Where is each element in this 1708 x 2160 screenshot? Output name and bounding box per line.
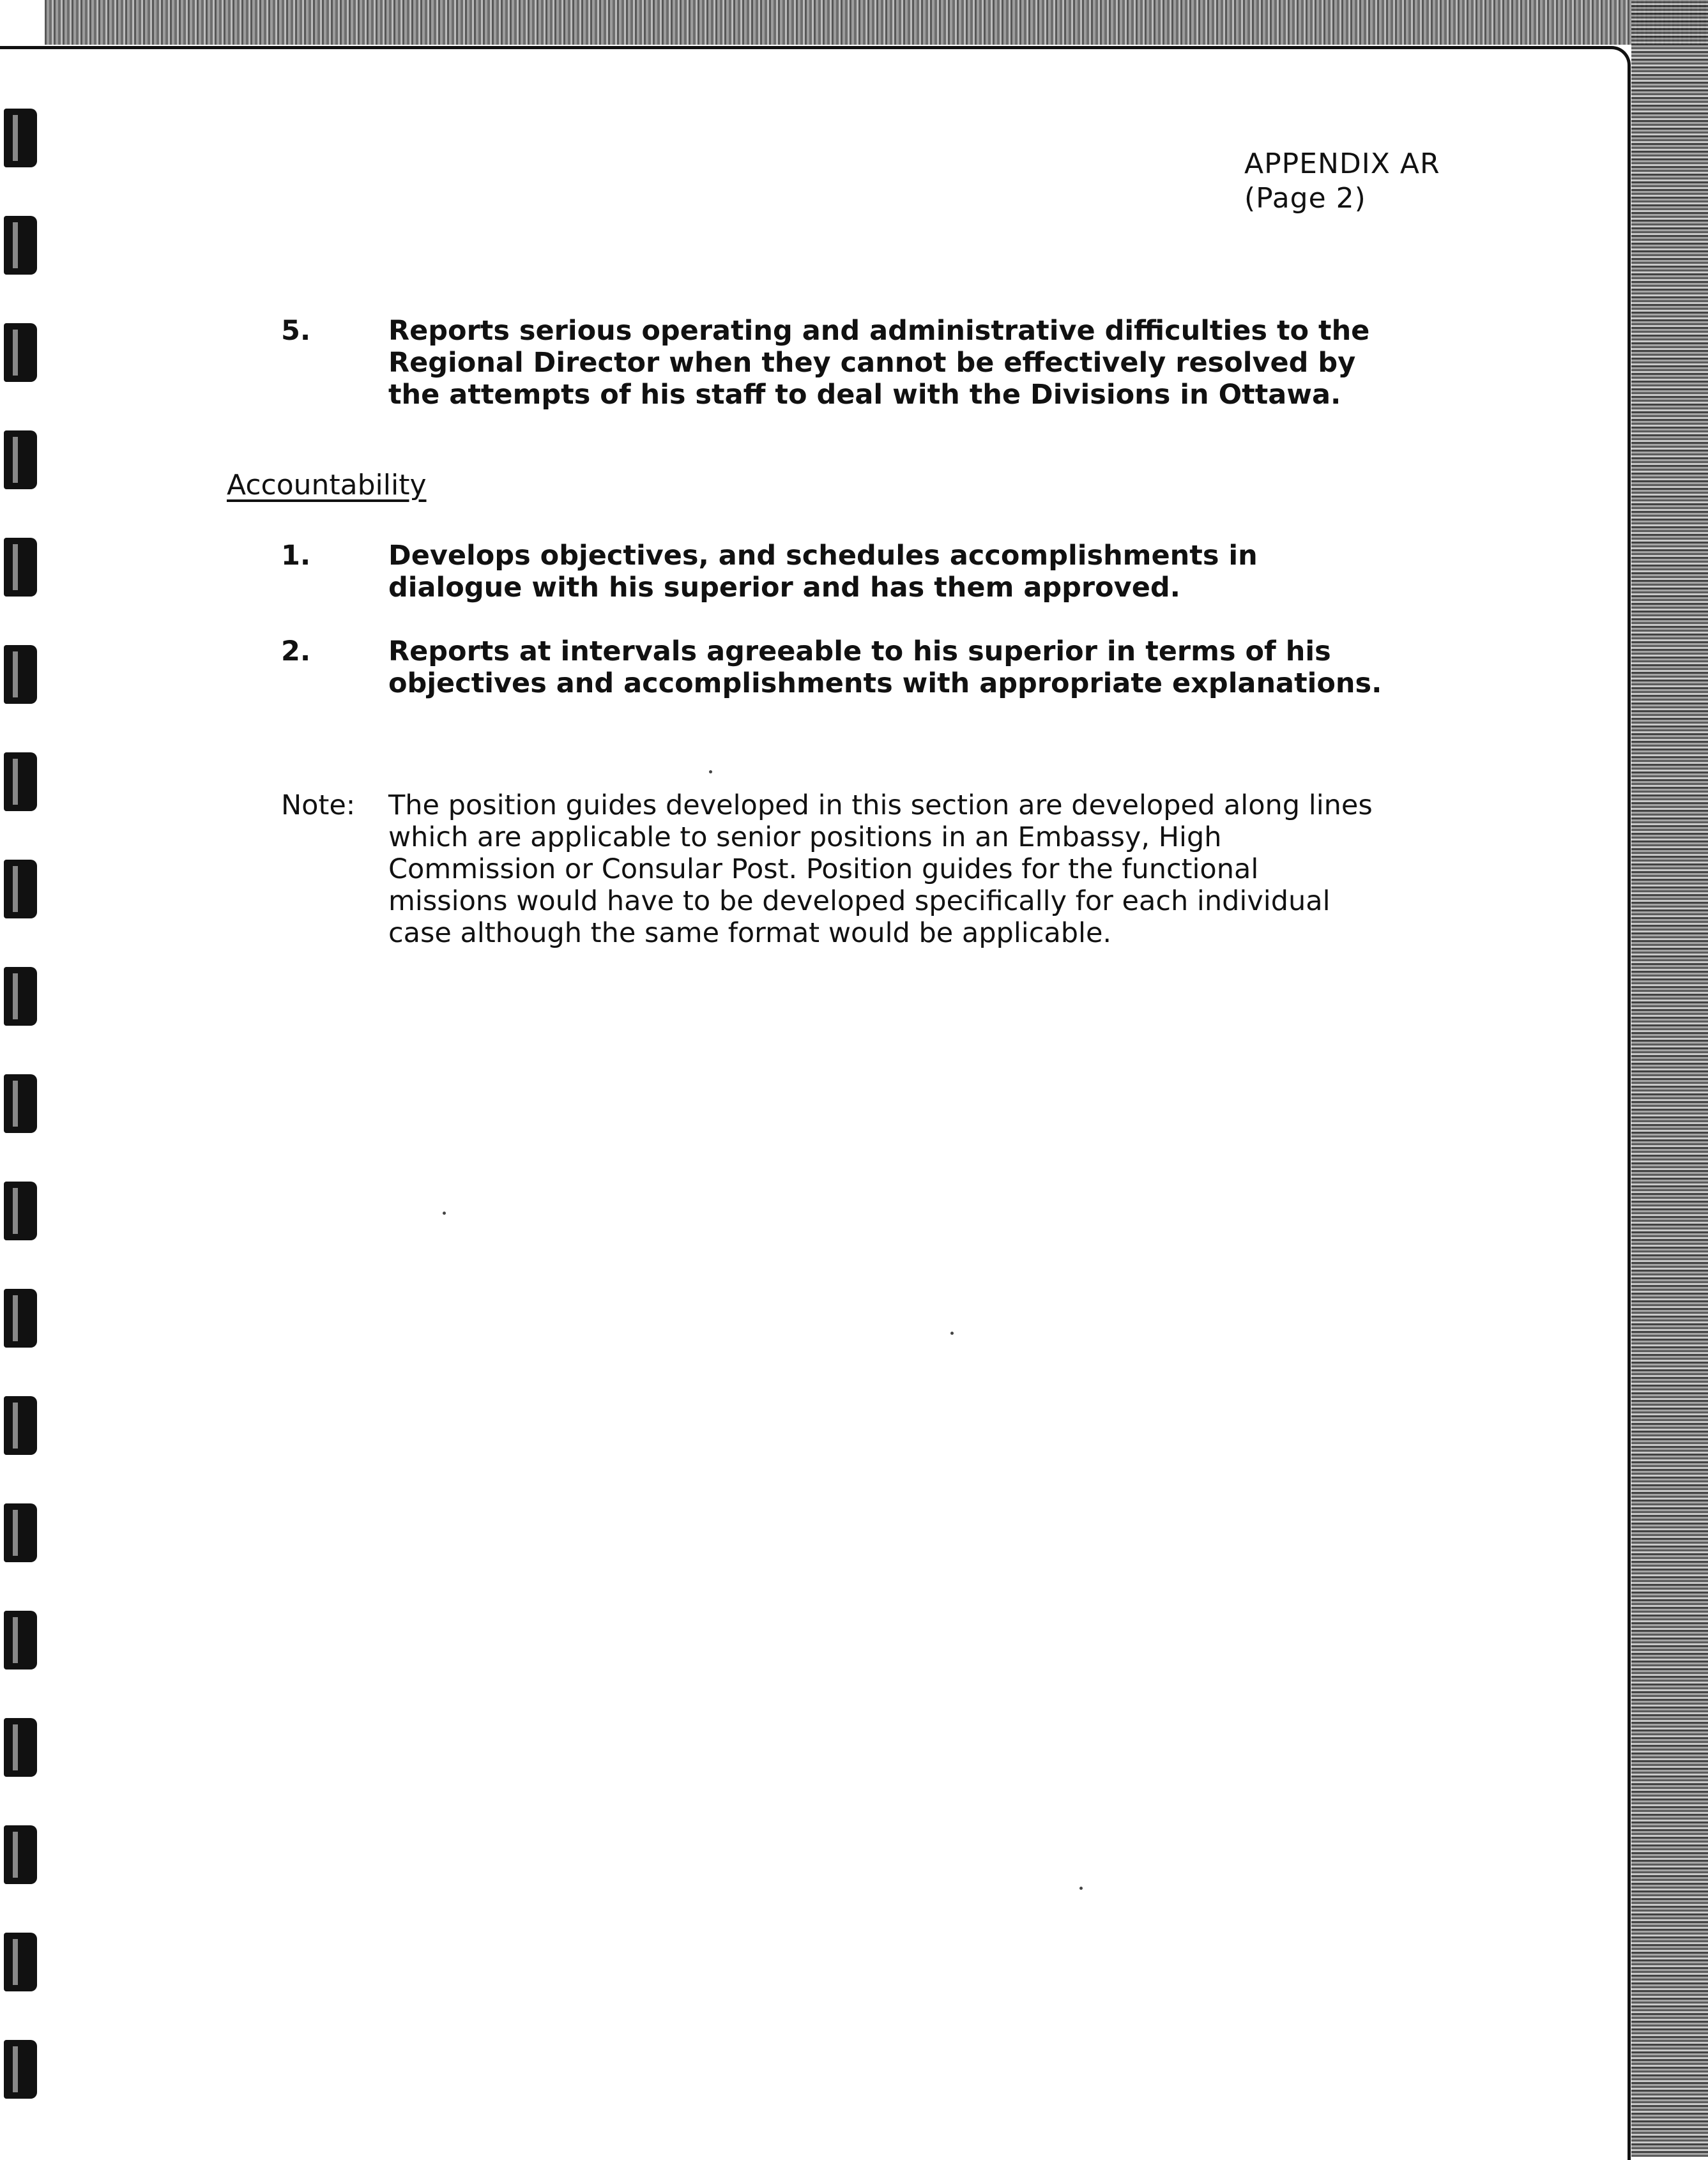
item-number: 1.: [281, 540, 311, 572]
binder-ring-icon: [4, 1074, 37, 1133]
binder-ring-icon: [4, 1933, 37, 1991]
binder-ring-icon: [4, 538, 37, 597]
binder-ring-icon: [4, 645, 37, 704]
binder-ring-icon: [4, 1718, 37, 1777]
scan-speck: [709, 770, 712, 773]
item-number: 2.: [281, 635, 311, 667]
appendix-header: [1244, 147, 1440, 216]
item-text: Develops objectives, and schedules accomplishments in dialogue with his superior and has them approved.: [388, 540, 1258, 604]
binder-ring-icon: [4, 1611, 37, 1669]
item-text: Reports at intervals agreeable to his superior in terms of his objectives and accomplishments with appropriate explanations.: [388, 635, 1382, 699]
binder-ring-icon: [4, 323, 37, 382]
binder-ring-icon: [4, 430, 37, 489]
scan-top-edge: [0, 0, 1708, 45]
binder-ring-icon: [4, 860, 37, 918]
appendix-title: APPENDIX AR: [1244, 148, 1440, 180]
item-number: 5.: [281, 315, 311, 347]
scan-speck: [443, 1212, 446, 1215]
binder-ring-icon: [4, 216, 37, 275]
binder-ring-icon: [4, 1396, 37, 1455]
binder-ring-icon: [4, 1503, 37, 1562]
binder-ring-icon: [4, 967, 37, 1026]
page-number: (Page 2): [1244, 182, 1366, 215]
binder-ring-icon: [4, 1825, 37, 1884]
scan-right-edge: [1631, 0, 1708, 2157]
scan-speck: [950, 1332, 954, 1335]
item-text: Reports serious operating and administrative difficulties to the Regional Director when they cannot be effectively resolved by the attempts of his staff to deal with the Divisions in Ottawa.: [388, 315, 1370, 411]
note-text: The position guides developed in this section are developed along lines which are applicable to senior positions in an Embassy, High Commission or Consular Post. Position guides for the functional missions would have to be developed specifically for each individual case although the same format would be applicable.: [388, 789, 1373, 949]
section-heading-accountability: Accountability: [227, 469, 427, 501]
binder-ring-icon: [4, 109, 37, 167]
note-label: Note:: [281, 789, 356, 821]
binder-ring-icon: [4, 2040, 37, 2099]
binder-ring-icon: [4, 752, 37, 811]
binder-ring-icon: [4, 1182, 37, 1240]
scan-speck: [1079, 1887, 1083, 1890]
binder-ring-icon: [4, 1289, 37, 1348]
